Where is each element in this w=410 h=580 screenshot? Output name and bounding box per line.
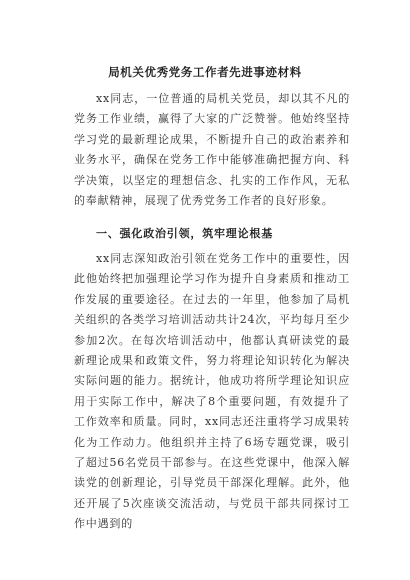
document-title: 局机关优秀党务工作者先进事迹材料	[108, 65, 302, 79]
section-heading: 一、强化政治引领，筑牢理论根基	[96, 227, 273, 240]
intro-paragraph: xx同志，一位普通的局机关党员，却以其不凡的党务工作业绩，赢得了大家的广泛赞誉。他始终坚持学习党的最新理论成果，不断提升自己的政治素养和业务水平，确保在党务工作中能够准确把握方向、科学决策，以坚定的理想信念、扎实的工作作风，无私的奉献精神，展现了优秀党务工作者的良好形象。	[74, 92, 350, 208]
section-body-paragraph: xx同志深知政治引领在党务工作中的重要性，因此他始终把加强理论学习作为提升自身素质和推动工作发展的重要途径。在过去的一年里，他参加了局机关组织的各类学习培训活动共计24次，平均每月至少参加2次。在每次培训活动中，他都认真研读党的最新理论成果和政策文件，努力将理论知识转化为解决实际问题的能力。据统计，他成功将所学理论知识应用于实际工作中，解决了8个重要问题，有效提升了工作效率和质量。同时，xx同志还注重将学习成果转化为工作动力。他组织并主持了6场专题党课，吸引了超过56名党员干部参与。在这些党课中，他深入解读党的创新理论，引导党员干部深化理解。此外，他还开展了5次座谈交流活动，与党员干部共同探讨工作中遇到的	[74, 252, 350, 531]
